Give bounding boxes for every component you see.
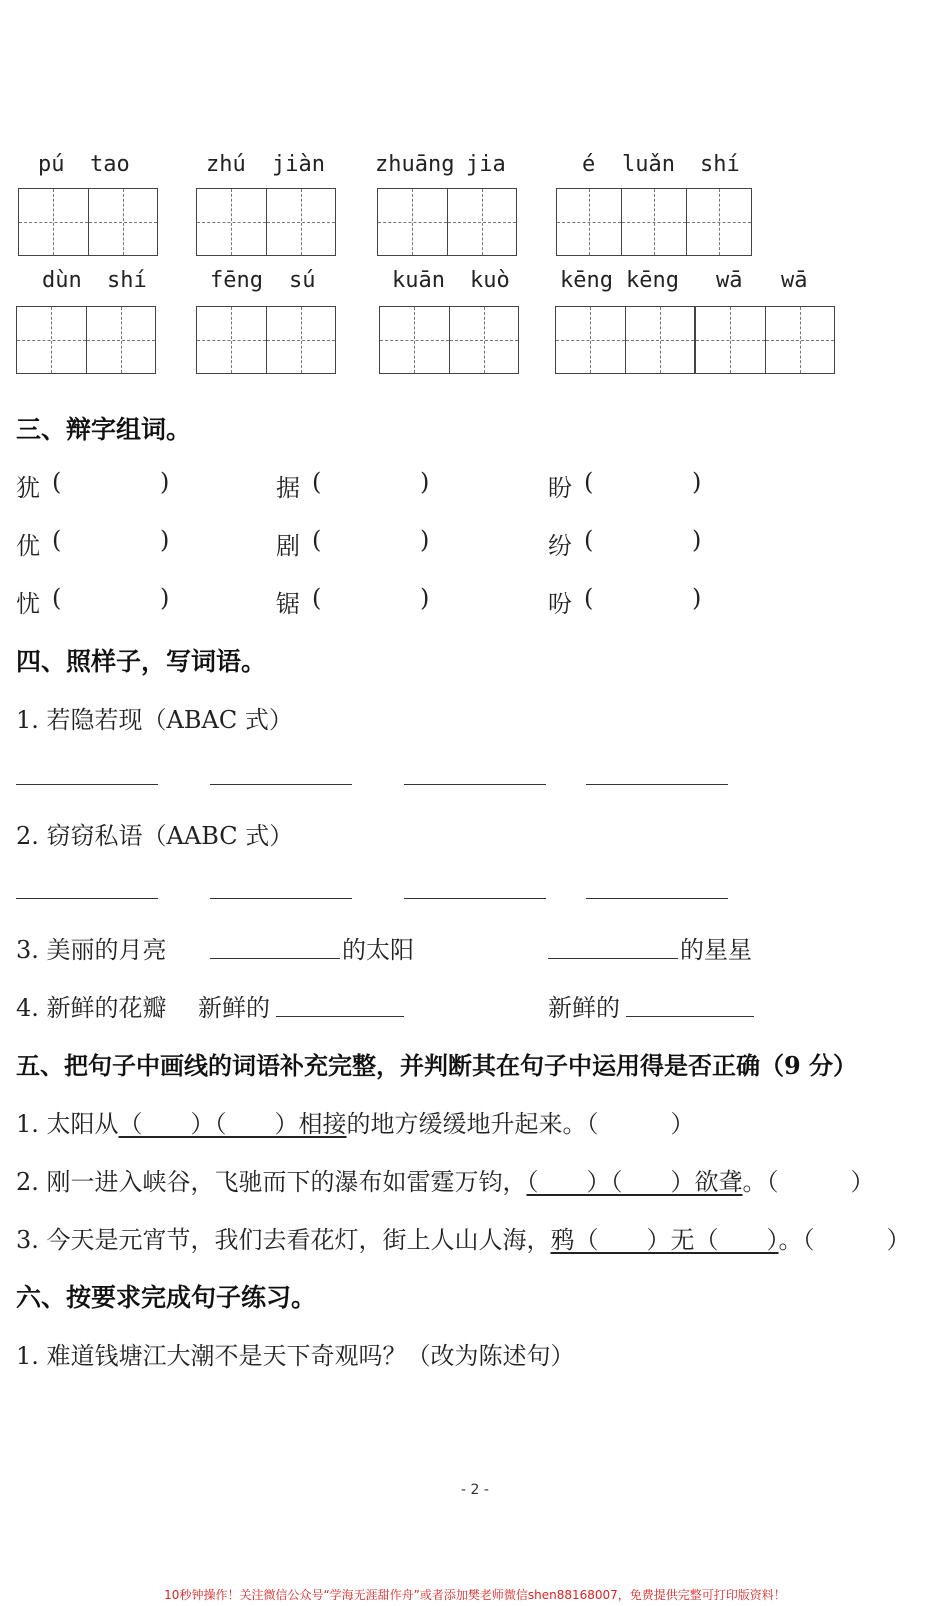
answer-line[interactable] — [548, 958, 678, 959]
char: 锯 — [276, 590, 300, 618]
writing-grid[interactable] — [556, 188, 752, 256]
pinyin-label: sú — [289, 268, 316, 293]
answer-line[interactable] — [404, 784, 546, 785]
char: 盼 — [548, 474, 572, 502]
q5-1-b: 的地方缓缓地升起来。（ ） — [346, 1110, 695, 1138]
close-paren: ) — [420, 526, 430, 554]
q5-2-b: 。（ ） — [742, 1168, 875, 1196]
open-paren: ( — [52, 584, 62, 612]
question-5-3 — [16, 1220, 911, 1255]
answer-line[interactable] — [404, 898, 546, 899]
char: 据 — [276, 474, 300, 502]
pinyin-label: kēng — [560, 268, 613, 293]
close-paren: ) — [160, 526, 170, 554]
pinyin-label: shí — [107, 268, 147, 293]
pinyin-label: pú — [38, 152, 65, 177]
pinyin-label: shí — [700, 152, 740, 177]
answer-line[interactable] — [626, 1016, 754, 1017]
close-paren: ) — [160, 584, 170, 612]
char: 优 — [16, 532, 40, 560]
question-6-1: 1. 难道钱塘江大潮不是天下奇观吗？（改为陈述句） — [16, 1342, 575, 1370]
q3-mid: 的太阳 — [342, 936, 414, 964]
q5-1-underlined[interactable]: （ ）（ ）相接 — [118, 1110, 347, 1138]
answer-line[interactable] — [16, 898, 158, 899]
section-5-title: 五、把句子中画线的词语补充完整，并判断其在句子中运用得是否正确（9 分） — [16, 1051, 858, 1080]
pinyin-label: é — [582, 152, 596, 177]
writing-grid[interactable] — [555, 306, 695, 374]
close-paren: ) — [420, 468, 430, 496]
char: 纷 — [548, 532, 572, 560]
pinyin-label: kuān — [392, 268, 445, 293]
char: 忧 — [16, 590, 40, 618]
char: 剧 — [276, 532, 300, 560]
char: 吩 — [548, 590, 572, 618]
pinyin-label: kuò — [470, 268, 510, 293]
close-paren: ) — [692, 526, 702, 554]
q5-3-underlined[interactable]: 鸦（ ）无（ ） — [550, 1226, 779, 1254]
answer-line[interactable] — [210, 898, 352, 899]
writing-grid[interactable] — [196, 188, 336, 256]
close-paren: ) — [692, 584, 702, 612]
q5-2-underlined[interactable]: （ ）（ ）欲聋 — [526, 1168, 743, 1196]
writing-grid[interactable] — [695, 306, 835, 374]
char: 犹 — [16, 474, 40, 502]
q5-2-a: 2. 刚一进入峡谷，飞驰而下的瀑布如雷霆万钧， — [16, 1168, 527, 1196]
open-paren: ( — [312, 584, 322, 612]
writing-grid[interactable] — [196, 306, 336, 374]
answer-line[interactable] — [210, 784, 352, 785]
section-6-title: 六、按要求完成句子练习。 — [16, 1283, 317, 1312]
pinyin-label: dùn — [42, 268, 82, 293]
answer-line[interactable] — [586, 784, 728, 785]
close-paren: ) — [420, 584, 430, 612]
open-paren: ( — [52, 468, 62, 496]
pinyin-label: jia — [466, 152, 506, 177]
writing-grid[interactable] — [18, 188, 158, 256]
section-3-title: 三、辩字组词。 — [16, 415, 192, 444]
pinyin-label: fēng — [210, 268, 263, 293]
pinyin-label: wā — [781, 268, 808, 293]
writing-grid[interactable] — [377, 188, 517, 256]
open-paren: ( — [584, 584, 594, 612]
page-number: - 2 - — [461, 1482, 489, 1498]
q3-end: 的星星 — [680, 936, 752, 964]
open-paren: ( — [312, 526, 322, 554]
close-paren: ) — [160, 468, 170, 496]
answer-line[interactable] — [210, 958, 340, 959]
question-4-1: 1. 若隐若现（ABAC 式） — [16, 706, 293, 734]
q4-prefix: 4. 新鲜的花瓣 — [16, 994, 167, 1022]
question-5-2 — [16, 1162, 875, 1197]
question-4-2: 2. 窃窃私语（AABC 式） — [16, 822, 294, 850]
q4-b: 新鲜的 — [548, 994, 620, 1022]
open-paren: ( — [312, 468, 322, 496]
writing-grid[interactable] — [379, 306, 519, 374]
question-5-1 — [16, 1104, 695, 1139]
pinyin-label: wā — [716, 268, 743, 293]
pinyin-label: jiàn — [272, 152, 325, 177]
answer-line[interactable] — [586, 898, 728, 899]
section-4-title: 四、照样子，写词语。 — [16, 647, 267, 676]
pinyin-label: zhú — [206, 152, 246, 177]
close-paren: ) — [692, 468, 702, 496]
open-paren: ( — [584, 526, 594, 554]
q5-3-b: 。（ ） — [778, 1226, 911, 1254]
open-paren: ( — [52, 526, 62, 554]
answer-line[interactable] — [16, 784, 158, 785]
q5-3-a: 3. 今天是元宵节，我们去看花灯，街上人山人海， — [16, 1226, 551, 1254]
pinyin-label: tao — [90, 152, 130, 177]
q4-a: 新鲜的 — [198, 994, 270, 1022]
pinyin-label: luǎn — [622, 152, 675, 177]
q5-1-a: 1. 太阳从 — [16, 1110, 119, 1138]
footer-notice: 10秒钟操作！关注微信公众号“学海无涯甜作舟”或者添加樊老师微信shen88168007，免费提供完整可打印版资料！ — [164, 1588, 786, 1602]
q3-prefix: 3. 美丽的月亮 — [16, 936, 167, 964]
answer-line[interactable] — [276, 1016, 404, 1017]
open-paren: ( — [584, 468, 594, 496]
pinyin-label: kēng — [626, 268, 679, 293]
writing-grid[interactable] — [16, 306, 156, 374]
pinyin-label: zhuāng — [375, 152, 455, 177]
